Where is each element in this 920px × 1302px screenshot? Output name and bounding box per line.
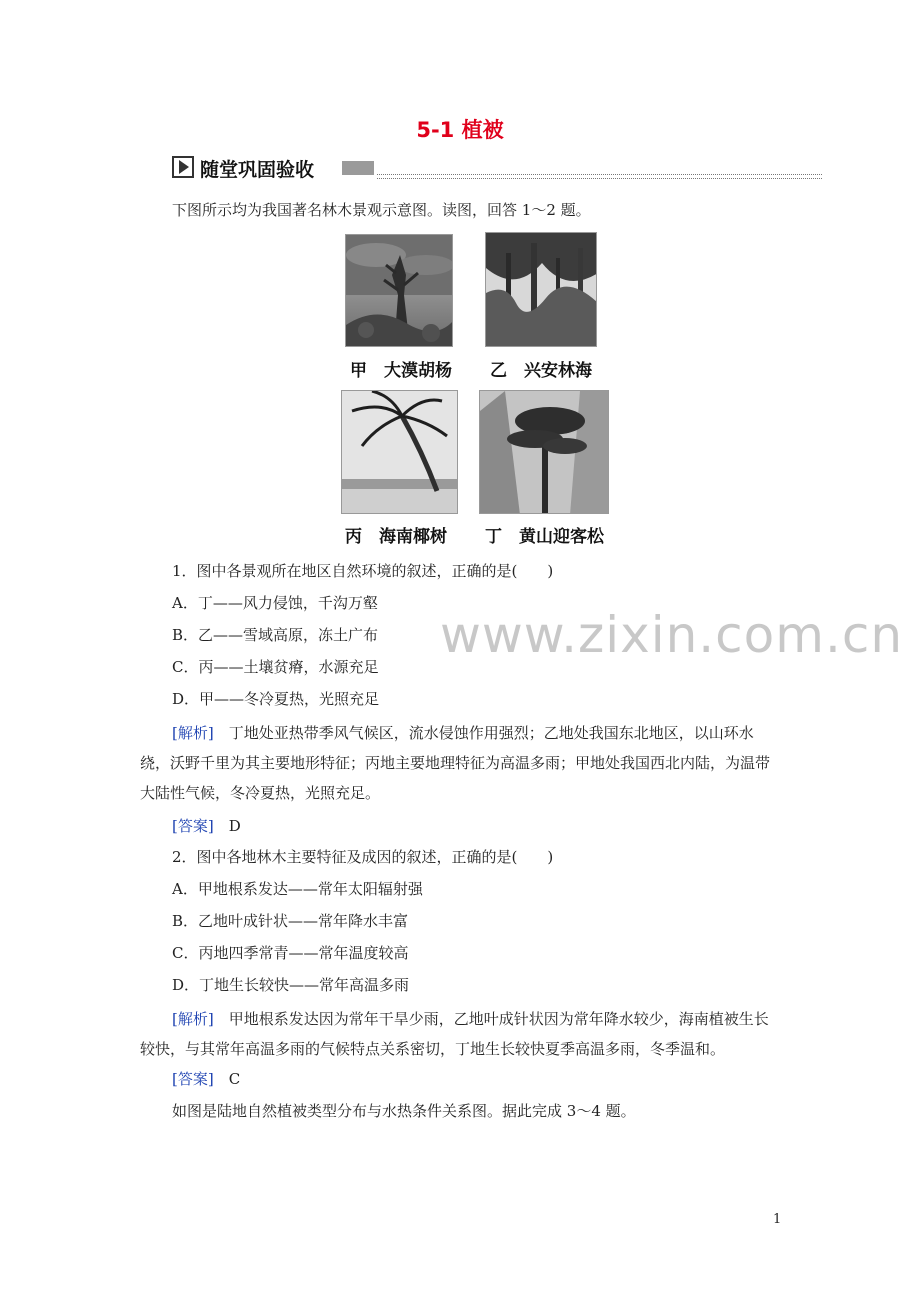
page-title: 5-1 植被 [416, 118, 504, 142]
question-stem: 1．图中各景观所在地区自然环境的叙述，正确的是( ) [172, 562, 554, 580]
section-banner [172, 152, 822, 182]
intro-text: 如图是陆地自然植被类型分布与水热条件关系图。据此完成 3～4 题。 [172, 1102, 636, 1120]
analysis-tag: [解析] [172, 1010, 214, 1028]
intro-text: 下图所示均为我国著名林木景观示意图。读图，回答 1～2 题。 [172, 201, 591, 219]
photo-caption: 乙 兴安林海 [490, 361, 592, 381]
banner-rule [377, 178, 822, 179]
answer-tag: [答案] [172, 817, 214, 835]
analysis-tag: [解析] [172, 724, 214, 742]
question-stem: 2．图中各地林木主要特征及成因的叙述，正确的是( ) [172, 848, 554, 866]
option-c: C．丙地四季常青——常年温度较高 [172, 944, 409, 962]
section-banner-label: 随堂巩固验收 [200, 159, 315, 181]
analysis-text: 丁地处亚热带季风气候区，流水侵蚀作用强烈；乙地处我国东北地区，以山环水绕，沃野千里为其主要地形特征；丙地主要地理特征为高温多雨；甲地处我国西北内陆，为温带大陆性气候，冬冷夏热，光照充足。 [140, 724, 771, 802]
option-c: C．丙——土壤贫瘠，水源充足 [172, 658, 379, 676]
answer-tag: [答案] [172, 1070, 214, 1088]
photo-caption: 丙 海南椰树 [345, 527, 447, 547]
banner-decoration [342, 161, 374, 175]
banner-rule [377, 174, 822, 175]
analysis-block [140, 718, 780, 808]
arrow-icon [172, 156, 194, 178]
palm-tree-photo [341, 390, 458, 514]
answer-line [172, 1068, 240, 1090]
page-number: 1 [773, 1212, 782, 1227]
option-b: B．乙——雪域高原，冻土广布 [172, 626, 379, 644]
option-d: D．丁地生长较快——常年高温多雨 [172, 976, 410, 994]
option-a: A．甲地根系发达——常年太阳辐射强 [172, 880, 423, 898]
pine-tree-photo [479, 390, 609, 514]
answer-value: C [228, 1070, 241, 1088]
option-a: A．丁——风力侵蚀，千沟万壑 [172, 594, 378, 612]
answer-line [172, 815, 241, 837]
watermark: www.zixin.com.cn [440, 606, 904, 664]
desert-poplar-photo [345, 234, 453, 347]
option-d: D．甲——冬冷夏热，光照充足 [172, 690, 380, 708]
answer-value: D [228, 817, 241, 835]
forest-photo [485, 232, 597, 347]
photo-caption: 丁 黄山迎客松 [485, 527, 604, 547]
analysis-text: 甲地根系发达因为常年干旱少雨，乙地叶成针状因为常年降水较少，海南植被生长较快，与其常年高温多雨的气候特点关系密切，丁地生长较快夏季高温多雨，冬季温和。 [140, 1010, 769, 1058]
option-b: B．乙地叶成针状——常年降水丰富 [172, 912, 409, 930]
analysis-block [140, 1004, 780, 1064]
photo-caption: 甲 大漠胡杨 [350, 361, 452, 381]
